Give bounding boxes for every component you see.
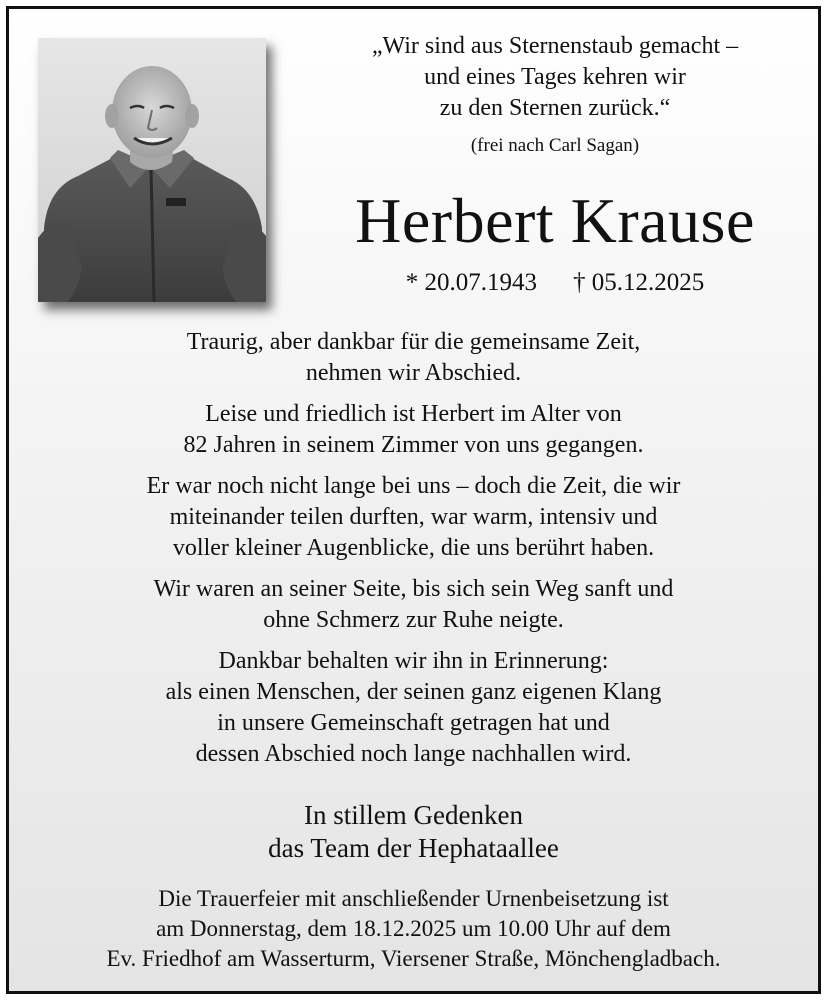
- text-line: 82 Jahren in seinem Zimmer von uns gegangen.: [183, 432, 644, 458]
- funeral-line: Die Trauerfeier mit anschließender Urnenbeisetzung ist: [158, 886, 669, 911]
- quote-line: „Wir sind aus Sternenstaub gemacht –: [371, 33, 739, 59]
- funeral-info: [9, 884, 818, 974]
- quote-source: (frei nach Carl Sagan): [470, 135, 640, 156]
- text-line: Leise und friedlich ist Herbert im Alter von: [205, 401, 622, 427]
- portrait-photo: [38, 38, 266, 302]
- portrait-illustration: [38, 38, 266, 302]
- text-line: Er war noch nicht lange bei uns – doch die Zeit, die wir: [146, 473, 681, 499]
- signoff: [9, 799, 818, 865]
- signoff-line: In stillem Gedenken: [304, 800, 523, 830]
- paragraph: [9, 471, 818, 564]
- obituary-notice: [6, 6, 821, 994]
- quote-line: zu den Sternen zurück.“: [439, 95, 671, 121]
- quote: [299, 31, 811, 124]
- signoff-line: das Team der Hephataallee: [268, 833, 559, 863]
- text-line: Dankbar behalten wir ihn in Erinnerung:: [218, 648, 609, 674]
- death-date: † 05.12.2025: [573, 269, 705, 296]
- paragraph: [9, 646, 818, 770]
- text-line: Wir waren an seiner Seite, bis sich sein Weg sanft und: [153, 576, 674, 602]
- paragraph: [9, 574, 818, 636]
- text-line: miteinander teilen durften, war warm, intensiv und: [169, 504, 658, 530]
- text-line: dessen Abschied noch lange nachhallen wird.: [195, 741, 632, 767]
- deceased-name: Herbert Krause: [355, 185, 755, 256]
- quote-line: und eines Tages kehren wir: [424, 64, 686, 90]
- paragraph: [9, 327, 818, 389]
- text-line: in unsere Gemeinschaft getragen hat und: [217, 710, 610, 736]
- life-dates: [299, 268, 811, 298]
- paragraph: [9, 399, 818, 461]
- text-line: Traurig, aber dankbar für die gemeinsame Zeit,: [186, 329, 641, 355]
- text-line: voller kleiner Augenblicke, die uns berührt haben.: [172, 535, 655, 561]
- obituary-text: [9, 327, 818, 780]
- funeral-line: am Donnerstag, dem 18.12.2025 um 10.00 Uhr auf dem: [156, 916, 671, 941]
- birth-date: * 20.07.1943: [405, 269, 537, 296]
- funeral-line: Ev. Friedhof am Wasserturm, Viersener Straße, Mönchengladbach.: [106, 946, 721, 971]
- text-line: nehmen wir Abschied.: [305, 360, 522, 386]
- text-line: als einen Menschen, der seinen ganz eigenen Klang: [165, 679, 662, 705]
- text-line: ohne Schmerz zur Ruhe neigte.: [263, 607, 564, 633]
